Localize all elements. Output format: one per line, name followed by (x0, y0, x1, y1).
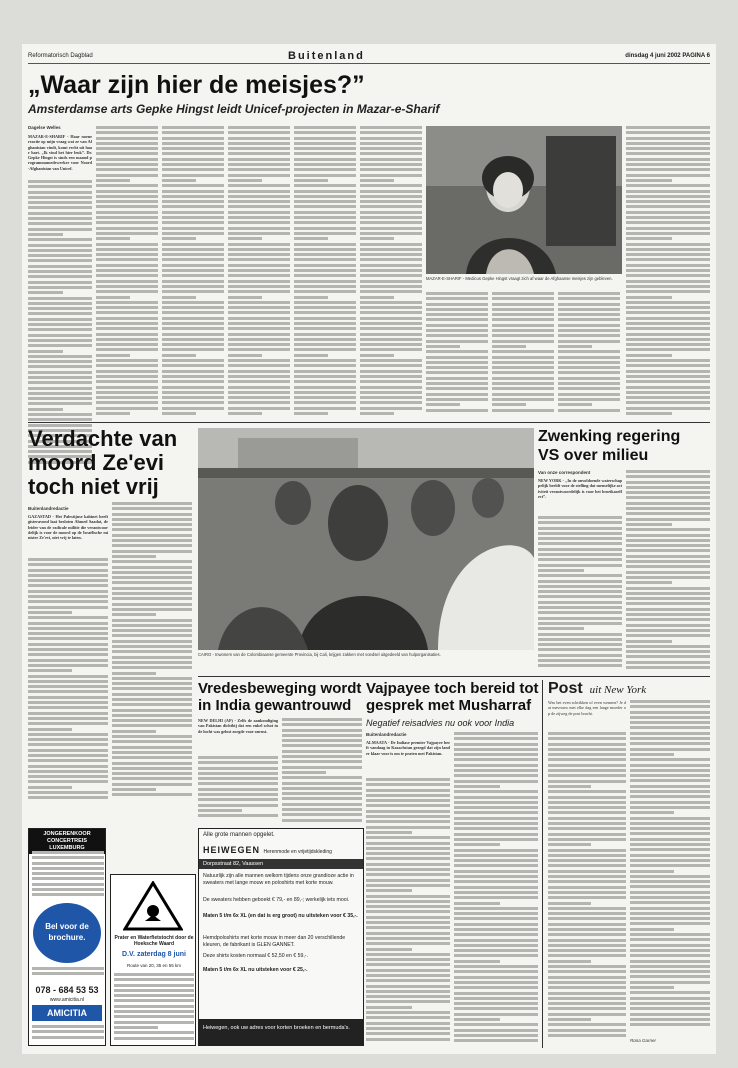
vrede-intro: NEW DELHI (AP) - Zelfs de aankondiging van Pakistan dichtbij dat een enkel schot in de lucht was gelost zorgde voor onrust. (198, 718, 278, 734)
vajpayee-column-1 (366, 778, 450, 1048)
divider (28, 422, 710, 423)
vajpayee-intro: ALMAATA - De Indiase premier Vajpayee heeft vandaag in Kazachstan gezegd dat zijn land er klaar voor is om te praten met Pakistan. (366, 740, 450, 756)
ad-heiwegen-promo5: Deze shirts kosten normaal € 52,50 en € 59,-. (203, 953, 308, 959)
masthead-date-page: dinsdag 4 juni 2002 PAGINA 6 (625, 53, 710, 59)
ad-heiwegen-address: Dorpsstraat 82, Vaassen (199, 859, 363, 869)
zeevi-byline: Buitenlandredactie (28, 506, 69, 511)
ad-heiwegen-promo2: De sweaters hebben geboekt € 79,- en 89,-; werkelijk iets mooi. (203, 897, 350, 903)
post-column-2 (630, 700, 710, 1032)
ad-concert-footer (32, 1025, 104, 1043)
lead-headline: „Waar zijn hier de meisjes?” (28, 71, 365, 99)
vajpayee-column-2 (454, 732, 538, 1048)
masthead-section: Buitenland (288, 50, 365, 62)
ad-concert-org: JONGERENKOOR CONCERTREIS LUXEMBURG (29, 829, 105, 854)
lead-column-10 (626, 126, 710, 418)
zwenking-intro: NEW YORK - „In de onvoldoende waterschappelijk beeldt voor de stelling dat menselijke activiteit verantwoordelijk is voor het broeikaseffect”. (538, 478, 622, 499)
lead-photo (426, 126, 622, 274)
zeevi-intro: GAZASTAD - Het Palestijnse kabinet heeft gisteravond laat besloten Ahmed Saadat, de leider van de radicale militie die verantwoordelijk is voor de moord op de Israëlische minister Ze'evi, niet vrij te laten. (28, 514, 108, 541)
newspaper-page (22, 44, 716, 1054)
zwenking-headline: Zwenking regering VS over milieu (538, 428, 681, 464)
ad-heiwegen (198, 828, 364, 1046)
zeevi-column-2 (112, 502, 192, 804)
vajpayee-headline: Vajpayee toch bereid tot gesprek met Musharraf (366, 680, 539, 714)
lead-column-2 (96, 126, 158, 418)
ad-concert-text (32, 851, 104, 899)
ad-prater (110, 874, 196, 1046)
ad-prater-title: Prater en Waterfietstocht door de Hoeksche Waard (114, 935, 194, 947)
zwenking-byline: Van onze correspondent (538, 470, 591, 475)
lead-column-9 (558, 292, 620, 418)
post-intro: Was het even schrikken of even wennen? Je dat mevrouw met elke dag een lange moeder op de zijweg de post bracht. (548, 700, 626, 716)
divider (198, 676, 710, 677)
ad-concert-website: www.amicitia.nl (49, 997, 85, 1003)
lead-byline: Dagelse Welles (28, 125, 61, 130)
ad-heiwegen-promo6: Maten 5 t/m 6x XL nu uitsteken voor € 25,-. (203, 967, 308, 973)
lead-subhead: Amsterdamse arts Gepke Hingst leidt Unicef-projecten in Mazar-e-Sharif (28, 102, 440, 116)
ad-concert (28, 828, 106, 1046)
lead-column-6 (360, 126, 422, 418)
ad-prater-date: D.V. zaterdag 8 juni (122, 951, 186, 958)
vrede-column-2 (282, 718, 362, 824)
divider (542, 680, 543, 1048)
post-location: uit New York (589, 684, 647, 696)
vajpayee-byline: Buitenlandredactie (366, 732, 407, 737)
zeevi-column-1 (28, 558, 108, 804)
lead-column-3 (162, 126, 224, 418)
ad-prater-text (114, 973, 194, 1043)
vrede-column-1 (198, 756, 278, 824)
center-photo (198, 428, 534, 650)
ad-concert-call-badge: Bel voor de brochure. (33, 903, 101, 963)
warning-sign-icon (123, 881, 183, 931)
zwenking-column-2 (626, 470, 710, 672)
center-photo-caption: CAIRO - Inwoners van de Colombiaanse gemeente Provincia, bij Cali, krijgen zakken met voedsel uitgedeeld van hulporganisaties. (198, 652, 441, 657)
post-column-1 (548, 732, 626, 1042)
lead-column-8 (492, 292, 554, 418)
ad-heiwegen-name: HEIWEGEN Herenmode en vrijetijdskleding (203, 845, 332, 855)
ad-heiwegen-promo1: Natuurlijk zijn alle mannen welkom tijdens onze grandioze actie in sweaters met lange mouw en poloshirts met korte mouw. (203, 873, 354, 886)
ad-prater-route: Route van 20, 35 en 55 km (126, 963, 182, 968)
masthead (28, 50, 710, 64)
vrede-headline: Vredesbeweging wordt in India gewantrouwd (198, 680, 362, 714)
ad-heiwegen-footer: Heiwegen, ook uw adres voor korten broeken en bermuda's. (199, 1019, 363, 1045)
masthead-paper-name: Reformatorisch Dagblad (28, 53, 93, 59)
ad-heiwegen-promo4: Hemdpoloshirts met korte mouw in meer dan 20 verschillende kleuren, de fabrikant is GLEN GANNET. (203, 935, 346, 948)
lead-column-5 (294, 126, 356, 418)
zwenking-column-1 (538, 516, 622, 672)
lead-photo-caption: MAZAR-E-SHARIF - Medicus Gepke Hingst vraagt zich af waar de Afghaanse meisjes zijn gebleven. (426, 276, 613, 281)
ad-concert-phone: 078 - 684 53 53 (35, 985, 99, 995)
lead-column-7 (426, 292, 488, 418)
ad-heiwegen-promo3: Maten 5 t/m 6x XL (en dat is erg groot) nu uitsteken voor € 35,-. (203, 913, 358, 919)
lead-intro: MAZAR-E-SHARIF - Haar noene reactie op mijn vraag wat ze van Afghanistan vindt, komt recht uit haar hart. „Ik vind het hier leuk”. Dr. Gepke Hingst is sinds een maand programmamedewerker voor Noord-Afghanistan van Unicef. (28, 134, 92, 171)
vajpayee-subhead: Negatief reisadvies nu ook voor India (366, 718, 515, 728)
post-title: Post (548, 680, 583, 697)
post-column-header (548, 680, 646, 698)
post-author: Rona Garner (630, 1038, 657, 1043)
zeevi-headline: Verdachte van moord Ze'evi toch niet vrij (28, 426, 178, 499)
ad-concert-logo: AMICITIA (32, 1005, 102, 1021)
ad-heiwegen-intro: Alle grote mannen opgelet. (203, 832, 275, 838)
ad-concert-subtext (32, 967, 104, 981)
lead-column-4 (228, 126, 290, 418)
